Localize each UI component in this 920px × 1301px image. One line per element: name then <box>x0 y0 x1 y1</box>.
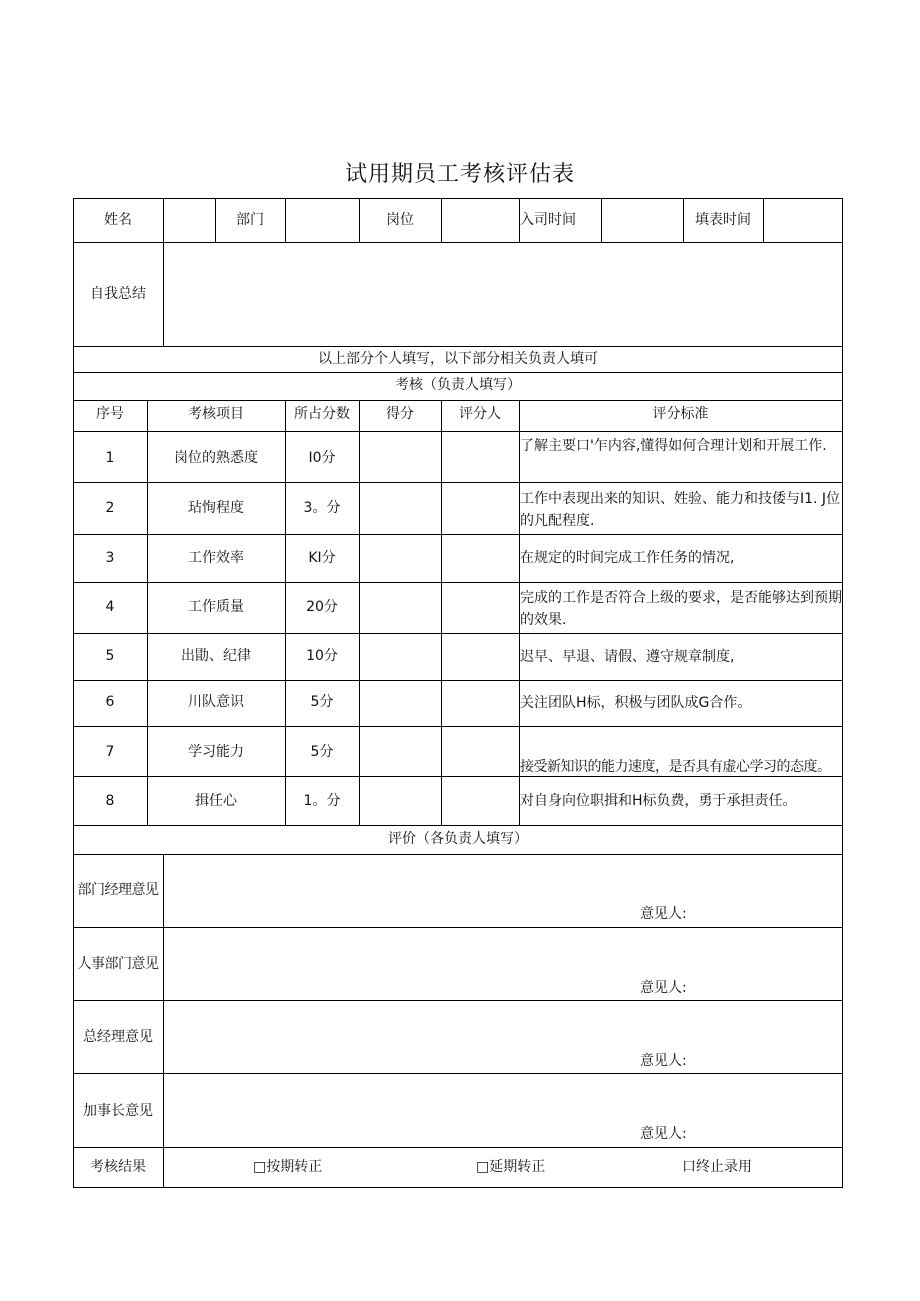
row-no: 6 <box>105 694 115 710</box>
dept-manager-opinion-input[interactable] <box>164 855 842 927</box>
row-score: 10分 <box>306 648 338 664</box>
row-no: 1 <box>105 450 115 466</box>
evaluation-header: 评价（各负责人填写） <box>388 831 528 847</box>
row-rater-input[interactable] <box>442 583 519 633</box>
entry-date-input[interactable] <box>602 199 683 242</box>
row-got-input[interactable] <box>360 634 441 680</box>
row-got-input[interactable] <box>360 727 441 776</box>
on-time-confirm-checkbox[interactable]: □按期转正 <box>253 1159 323 1175</box>
row-criteria: 迟早、早退、请假、遵守规章制度, <box>520 649 735 665</box>
name-input[interactable] <box>164 199 215 242</box>
row-got-input[interactable] <box>360 583 441 633</box>
row-score: 5分 <box>310 744 334 760</box>
row-no: 4 <box>105 599 115 615</box>
row-got-input[interactable] <box>360 535 441 582</box>
col-no: 序号 <box>96 406 124 422</box>
row-no: 2 <box>105 500 115 516</box>
row-no: 8 <box>105 793 115 809</box>
row-no: 5 <box>105 648 115 664</box>
fill-date-label: 填表时间 <box>695 212 751 228</box>
opinion-signer-label: 意见人: <box>640 980 687 996</box>
result-label: 考核结果 <box>90 1159 146 1175</box>
hr-opinion-label: 人事部门意见 <box>77 956 159 972</box>
name-label: 姓名 <box>104 212 132 228</box>
row-rater-input[interactable] <box>442 634 519 680</box>
row-criteria: 对自身向位职揖和H标负费，勇于承担责任。 <box>520 793 797 809</box>
col-score: 所占分数 <box>294 406 350 422</box>
chairman-opinion-label: 加事长意见 <box>83 1103 153 1119</box>
row-got-input[interactable] <box>360 483 441 534</box>
row-score: 5分 <box>310 694 334 710</box>
row-item: 川队意识 <box>188 694 244 710</box>
row-no: 3 <box>105 550 115 566</box>
position-label: 岗位 <box>386 212 414 228</box>
dept-label: 部门 <box>236 212 264 228</box>
row-criteria: 了解主要口'乍内容,懂得如何合理计划和开展工作. <box>520 438 827 454</box>
position-input[interactable] <box>442 199 519 242</box>
row-score: 3。分 <box>303 500 341 516</box>
self-summary-input[interactable] <box>164 243 842 346</box>
entry-date-label: 入司时间 <box>520 212 576 228</box>
assessment-header: 考核（负责人填写） <box>395 377 521 393</box>
col-criteria: 评分标准 <box>652 406 709 422</box>
row-criteria: 关注团队H标，积极与团队成G合作。 <box>520 695 752 711</box>
opinion-signer-label: 意见人: <box>640 1053 687 1069</box>
row-item: 出勖、纪律 <box>181 648 251 664</box>
fill-notice: 以上部分个人填写，以下部分相关负责人填可 <box>318 351 598 367</box>
row-score: 20分 <box>306 599 338 615</box>
dept-manager-opinion-label: 部门经理意见 <box>77 882 159 898</box>
row-item: 学习能力 <box>188 744 244 760</box>
hr-opinion-input[interactable] <box>164 928 842 1000</box>
col-rater: 评分人 <box>459 406 501 422</box>
chairman-opinion-input[interactable] <box>164 1074 842 1147</box>
row-got-input[interactable] <box>360 777 441 825</box>
row-score: KI分 <box>308 550 336 566</box>
row-item: 岗位的熟悉度 <box>174 450 258 466</box>
row-rater-input[interactable] <box>442 483 519 534</box>
row-criteria: 接受新知识的能力速度，是否具有虚心学习的态度。 <box>520 759 831 775</box>
fill-date-input[interactable] <box>764 199 842 242</box>
opinion-signer-label: 意见人: <box>640 906 687 922</box>
row-rater-input[interactable] <box>442 535 519 582</box>
dept-input[interactable] <box>286 199 359 242</box>
col-item: 考核项目 <box>188 406 244 422</box>
row-criteria: 完成的工作是否符合上级的要求，是否能够达到预期的效果. <box>520 590 842 628</box>
row-rater-input[interactable] <box>442 681 519 726</box>
delayed-confirm-checkbox[interactable]: □延期转正 <box>476 1159 546 1175</box>
col-got: 得分 <box>386 406 414 422</box>
row-got-input[interactable] <box>360 432 441 482</box>
row-score: I0分 <box>308 450 336 466</box>
row-rater-input[interactable] <box>442 727 519 776</box>
opinion-signer-label: 意见人: <box>640 1126 687 1142</box>
row-item: 工作效率 <box>188 550 244 566</box>
row-score: 1。分 <box>303 793 341 809</box>
row-item: 揖任心 <box>195 793 237 809</box>
form-title: 试用期员工考核评估表 <box>344 162 575 187</box>
terminate-checkbox[interactable]: 口终止录用 <box>682 1159 752 1175</box>
row-criteria: 工作中表现出来的知识、姓验、能力和技倭与I1. J位的凡配程度. <box>520 491 841 529</box>
gm-opinion-label: 总经理意见 <box>83 1029 153 1045</box>
row-rater-input[interactable] <box>442 432 519 482</box>
gm-opinion-input[interactable] <box>164 1001 842 1073</box>
self-summary-label: 自我总结 <box>90 286 146 302</box>
row-got-input[interactable] <box>360 681 441 726</box>
row-item: 工作质量 <box>188 599 244 615</box>
row-no: 7 <box>105 744 115 760</box>
row-criteria: 在规定的时间完成工作任务的情况, <box>520 550 735 566</box>
row-item: 玷恂程度 <box>188 500 244 516</box>
row-rater-input[interactable] <box>442 777 519 825</box>
